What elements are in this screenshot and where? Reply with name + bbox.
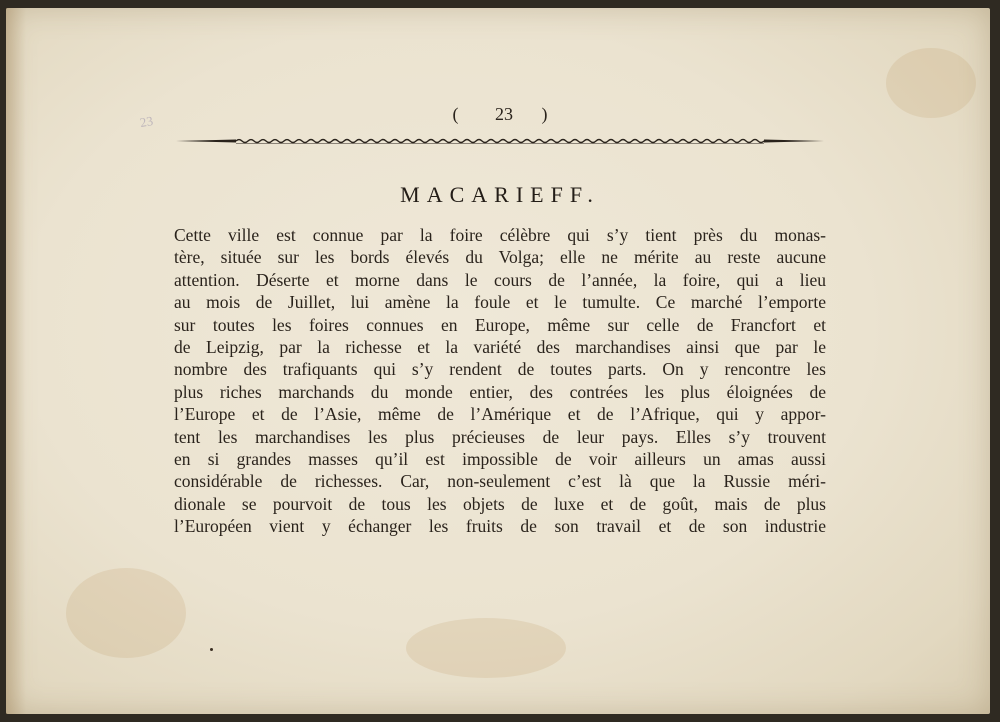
page-number bbox=[170, 104, 830, 125]
text-line: en si grandes masses qu’il est impossible de voir ailleurs un amas aussi bbox=[174, 448, 826, 469]
text-line: l’Européen vient y échanger les fruits de son travail et de son industrie bbox=[174, 516, 826, 537]
text-line: attention. Déserte et morne dans le cours de l’année, la foire, qui a lieu bbox=[174, 269, 826, 290]
text-line: tent les marchandises les plus précieuses de leur pays. Elles s’y trouvent bbox=[174, 426, 826, 447]
faded-corner-mark: 23 bbox=[138, 112, 155, 131]
foxing-stain bbox=[886, 48, 976, 118]
text-line: Cette ville est connue par la foire célèbre qui s’y tient près du monas- bbox=[174, 225, 826, 245]
ink-speck bbox=[210, 648, 213, 651]
folio-open-paren: ( bbox=[452, 104, 459, 124]
text-line: tère, située sur les bords élevés du Volga; elle ne mérite au reste aucune bbox=[174, 247, 826, 268]
text-line: dionale se pourvoit de tous les objets de luxe et de goût, mais de plus bbox=[174, 493, 826, 514]
decorative-rule bbox=[176, 136, 824, 146]
body-paragraph bbox=[174, 224, 826, 537]
folio-close-paren: ) bbox=[541, 104, 548, 124]
folio-number: 23 bbox=[495, 104, 513, 124]
foxing-stain bbox=[406, 618, 566, 678]
page-title: MACARIEFF. bbox=[400, 182, 600, 207]
text-line: considérable de richesses. Car, non-seulement c’est là que la Russie méri- bbox=[174, 471, 826, 492]
text-line: plus riches marchands du monde entier, des contrées les plus éloignées de bbox=[174, 381, 826, 402]
foxing-stain bbox=[66, 568, 186, 658]
text-line: l’Europe et de l’Asie, même de l’Amérique et de l’Afrique, qui y appor- bbox=[174, 404, 826, 425]
text-line: au mois de Juillet, lui amène la foule et le tumulte. Ce marché l’emporte bbox=[174, 292, 826, 313]
text-line: de Leipzig, par la richesse et la variété des marchandises ainsi que par le bbox=[174, 336, 826, 357]
text-line: nombre des trafiquants qui s’y rendent de toutes parts. On y rencontre les bbox=[174, 359, 826, 380]
page-gutter-shadow bbox=[6, 8, 26, 714]
text-line: sur toutes les foires connues en Europe, même sur celle de Francfort et bbox=[174, 314, 826, 335]
